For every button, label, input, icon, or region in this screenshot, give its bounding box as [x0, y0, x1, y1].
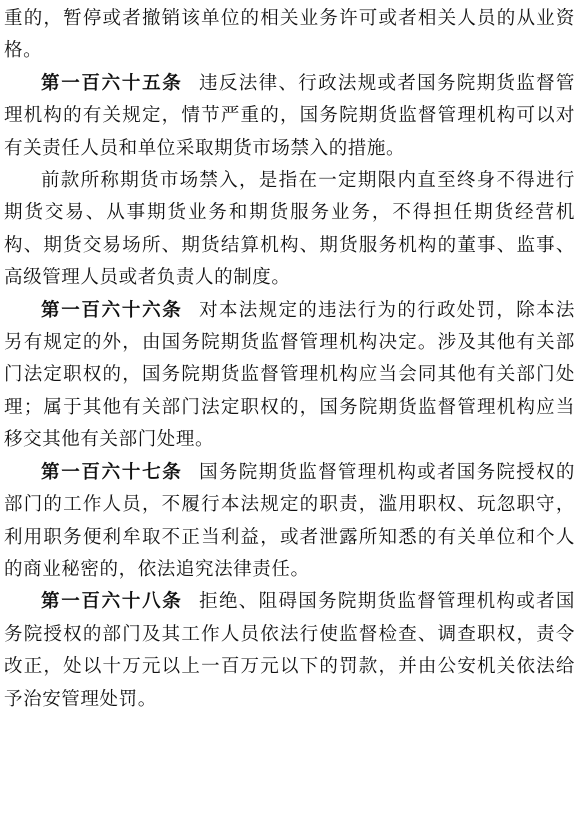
paragraph-market-ban-definition — [4, 165, 575, 295]
paragraph-text: 前款所称期货市场禁入，是指在一定期限内直至终身不得进行期货交易、从事期货业务和期货服务业务，不得担任期货经营机构、期货交易场所、期货结算机构、期货服务机构的董事、监事、高级管理人员或者负责人的制度。 — [4, 170, 575, 289]
paragraph-article-166 — [4, 295, 575, 457]
paragraph-text: 重的，暂停或者撤销该单位的相关业务许可或者相关人员的从业资格。 — [4, 8, 575, 62]
paragraph-text: 拒绝、阻碍国务院期货监督管理机构或者国务院授权的部门及其工作人员依法行使监督检查、调查职权，责令改正，处以十万元以上一百万元以下的罚款，并由公安机关依法给予治安管理处罚。 — [4, 591, 575, 710]
article-number: 第一百六十七条 — [41, 461, 183, 483]
article-number: 第一百六十六条 — [41, 299, 183, 321]
paragraph-continuation — [4, 3, 575, 68]
paragraph-text: 对本法规定的违法行为的行政处罚，除本法另有规定的外，由国务院期货监督管理机构决定。涉及其他有关部门法定职权的，国务院期货监督管理机构应当会同其他有关部门处理；属于其他有关部门法定职权的，国务院期货监督管理机构应当移交其他有关部门处理。 — [4, 299, 575, 451]
article-number: 第一百六十五条 — [41, 72, 183, 94]
paragraph-article-167 — [4, 457, 575, 587]
paragraph-text: 国务院期货监督管理机构或者国务院授权的部门的工作人员，不履行本法规定的职责，滥用职权、玩忽职守，利用职务便利牟取不正当利益，或者泄露所知悉的有关单位和个人的商业秘密的，依法追究法律责任。 — [4, 461, 575, 580]
article-number: 第一百六十八条 — [41, 591, 183, 613]
document-page — [4, 0, 575, 716]
paragraph-article-165 — [4, 68, 575, 165]
paragraph-text: 违反法律、行政法规或者国务院期货监督管理机构的有关规定，情节严重的，国务院期货监督管理机构可以对有关责任人员和单位采取期货市场禁入的措施。 — [4, 72, 575, 159]
paragraph-article-168 — [4, 586, 575, 716]
